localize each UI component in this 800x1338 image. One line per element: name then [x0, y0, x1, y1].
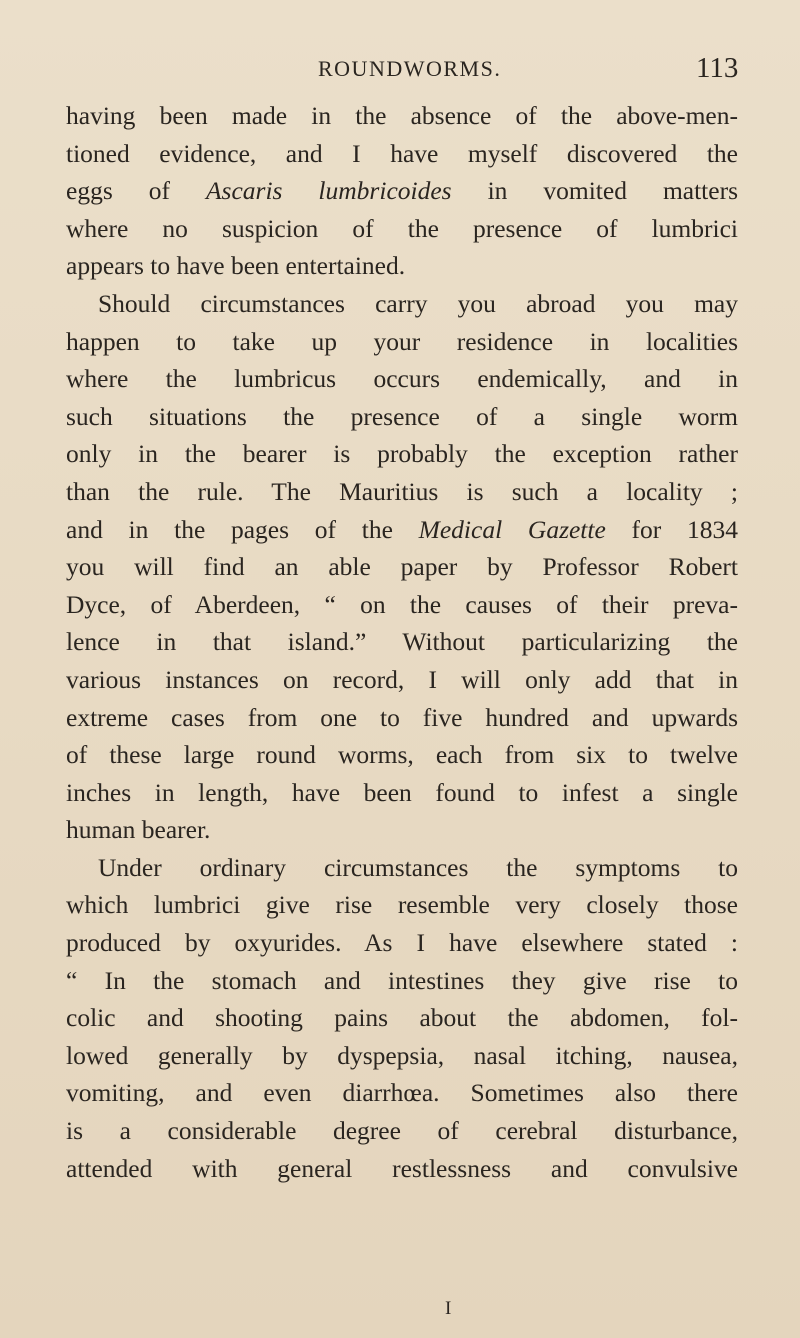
text-line: Should circumstances carry you abroad you may: [98, 288, 738, 318]
page-header: [0, 52, 800, 92]
text-line: you will find an able paper by Professor Robert: [66, 552, 738, 582]
text-line: of these large round worms, each from six to twelve: [66, 740, 738, 770]
text-line: produced by oxyurides. As I have elsewhere stated :: [66, 928, 738, 958]
text-line: human bearer.: [66, 815, 211, 845]
body-text: [66, 97, 738, 1187]
text-line: eggs of Ascaris lumbricoides in vomited matters: [66, 176, 739, 206]
text-line: and in the pages of the Medical Gazette for 1834: [66, 514, 738, 544]
text-line: only in the bearer is probably the exception rather: [66, 439, 738, 469]
text-line: having been made in the absence of the above-men-: [66, 101, 738, 130]
text-line: attended with general restlessness and convulsive: [66, 1153, 738, 1183]
text-line: tioned evidence, and I have myself discovered the: [66, 138, 738, 168]
page-number: 113: [696, 52, 739, 84]
signature-mark: I: [445, 1298, 452, 1319]
text-line: extreme cases from one to five hundred and upwards: [66, 702, 738, 732]
text-line: Dyce, of Aberdeen, “ on the causes of their preva-: [66, 589, 738, 619]
text-line: inches in length, have been found to infest a single: [66, 777, 738, 807]
text-line: lowed generally by dyspepsia, nasal itching, nausea,: [66, 1040, 738, 1070]
italic-term: Medical Gazette: [418, 514, 606, 544]
text-line: colic and shooting pains about the abdomen, fol-: [66, 1003, 738, 1033]
text-line: where the lumbricus occurs endemically, and in: [66, 364, 738, 394]
running-head: ROUNDWORMS.: [318, 56, 502, 81]
text-line: various instances on record, I will only add that in: [66, 664, 738, 694]
text-line: appears to have been entertained.: [66, 251, 406, 281]
text-line: vomiting, and even diarrhœa. Sometimes also there: [66, 1078, 738, 1108]
italic-term: Ascaris lumbricoides: [205, 176, 452, 206]
text-line: where no suspicion of the presence of lumbrici: [66, 213, 738, 243]
text-line: “ In the stomach and intestines they give rise to: [66, 965, 738, 995]
text-line: than the rule. The Mauritius is such a locality ;: [66, 476, 738, 506]
text-line: lence in that island.” Without particularizing the: [66, 627, 738, 657]
text-line: happen to take up your residence in localities: [66, 326, 738, 356]
text-line: Under ordinary circumstances the symptoms to: [98, 852, 738, 882]
text-line: is a considerable degree of cerebral disturbance,: [66, 1116, 738, 1146]
text-line: such situations the presence of a single worm: [66, 401, 738, 431]
text-line: which lumbrici give rise resemble very closely those: [66, 890, 738, 920]
